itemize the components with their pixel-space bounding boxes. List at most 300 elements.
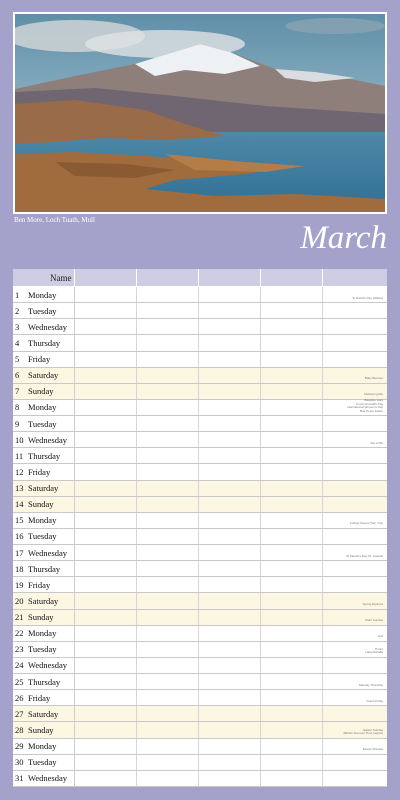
- entry-cell[interactable]: [75, 771, 137, 786]
- holiday-note: Futhgh Saved (Tien Yuz): [349, 521, 383, 526]
- holiday-note-cell: [323, 626, 385, 641]
- day-label: [13, 722, 75, 737]
- day-number: 22: [15, 628, 24, 639]
- entry-cell[interactable]: [75, 481, 137, 496]
- holiday-note: Baby Boomer: [364, 376, 383, 381]
- day-label: [13, 400, 75, 415]
- entry-cell[interactable]: [137, 384, 199, 399]
- entry-cell[interactable]: [261, 626, 323, 641]
- entry-cell[interactable]: [137, 497, 199, 512]
- day-of-week: Sunday: [28, 724, 54, 735]
- entry-cell[interactable]: [199, 593, 261, 608]
- entry-cell[interactable]: [199, 335, 261, 350]
- day-of-week: Tuesday: [28, 757, 57, 768]
- day-number: 26: [15, 692, 24, 703]
- entry-cell[interactable]: [137, 352, 199, 367]
- day-of-week: Tuesday: [28, 305, 57, 316]
- entry-cell[interactable]: [199, 287, 261, 302]
- day-of-week: Friday: [28, 692, 51, 703]
- holiday-note-cell: [323, 400, 385, 415]
- entry-cell[interactable]: [199, 610, 261, 625]
- day-label: [13, 303, 75, 318]
- entry-cell[interactable]: [199, 529, 261, 544]
- entry-cell[interactable]: [75, 303, 137, 318]
- day-of-week: Thursday: [28, 337, 61, 348]
- entry-cell[interactable]: [199, 481, 261, 496]
- entry-cell[interactable]: [75, 432, 137, 447]
- holiday-note-cell: [323, 432, 385, 447]
- entry-cell[interactable]: [199, 690, 261, 705]
- entry-cell[interactable]: [261, 577, 323, 592]
- day-number: 4: [15, 337, 20, 348]
- entry-cell[interactable]: [199, 513, 261, 528]
- person-column-header[interactable]: [199, 269, 261, 286]
- day-label: [13, 739, 75, 754]
- day-number: 20: [15, 595, 24, 606]
- day-of-week: Saturday: [28, 370, 59, 381]
- entry-cell[interactable]: [199, 674, 261, 689]
- holiday-note-cell: [323, 642, 385, 657]
- day-of-week: Monday: [28, 628, 57, 639]
- day-row: [13, 400, 387, 416]
- entry-cell[interactable]: [137, 755, 199, 770]
- day-row: [13, 561, 387, 577]
- day-label: [13, 448, 75, 463]
- day-number: 13: [15, 483, 24, 494]
- day-row: [13, 755, 387, 771]
- day-of-week: Monday: [28, 515, 57, 526]
- entry-cell[interactable]: [261, 545, 323, 560]
- day-number: 8: [15, 402, 20, 413]
- holiday-note-cell: [323, 561, 385, 576]
- entry-cell[interactable]: [137, 287, 199, 302]
- month-title: March: [300, 220, 387, 256]
- entry-cell[interactable]: [137, 561, 199, 576]
- entry-cell[interactable]: [75, 674, 137, 689]
- entry-cell[interactable]: [199, 658, 261, 673]
- holiday-note: Dot of Bu: [370, 440, 383, 445]
- entry-cell[interactable]: [261, 658, 323, 673]
- holiday-note-cell: [323, 545, 385, 560]
- entry-cell[interactable]: [261, 287, 323, 302]
- day-of-week: Thursday: [28, 676, 61, 687]
- entry-cell[interactable]: [137, 303, 199, 318]
- holiday-note-cell: [323, 464, 385, 479]
- entry-cell[interactable]: [75, 368, 137, 383]
- holiday-note-cell: [323, 529, 385, 544]
- entry-cell[interactable]: [75, 448, 137, 463]
- person-column-header[interactable]: [261, 269, 323, 286]
- holiday-note: Purim Hala Mohalla: [365, 647, 383, 655]
- day-label: [13, 577, 75, 592]
- day-label: [13, 755, 75, 770]
- person-column-header[interactable]: [137, 269, 199, 286]
- day-number: 1: [15, 289, 20, 300]
- entry-cell[interactable]: [75, 497, 137, 512]
- name-column-header: Name: [13, 269, 75, 286]
- day-row: [13, 529, 387, 545]
- entry-cell[interactable]: [199, 303, 261, 318]
- entry-cell[interactable]: [137, 577, 199, 592]
- entry-cell[interactable]: [75, 400, 137, 415]
- holiday-note-cell: [323, 448, 385, 463]
- day-number: 29: [15, 741, 24, 752]
- day-of-week: Friday: [28, 579, 51, 590]
- day-number: 5: [15, 354, 20, 365]
- day-label: [13, 384, 75, 399]
- day-label: [13, 416, 75, 431]
- entry-cell[interactable]: [261, 593, 323, 608]
- family-planner-grid: [13, 269, 387, 787]
- day-row: [13, 352, 387, 368]
- holiday-note-cell: [323, 722, 385, 737]
- holiday-note-cell: [323, 610, 385, 625]
- holiday-note-cell: [323, 287, 385, 302]
- entry-cell[interactable]: [261, 384, 323, 399]
- day-of-week: Wednesday: [28, 547, 67, 558]
- holiday-note: Palm Sunday: [365, 618, 383, 623]
- holiday-note: Easter Sunday (British Summer Time begins): [343, 727, 383, 736]
- day-number: 24: [15, 660, 24, 671]
- entry-cell[interactable]: [75, 561, 137, 576]
- entry-cell[interactable]: [137, 593, 199, 608]
- entry-cell[interactable]: [261, 481, 323, 496]
- entry-cell[interactable]: [75, 642, 137, 657]
- entry-cell[interactable]: [261, 529, 323, 544]
- day-number: 14: [15, 499, 24, 510]
- day-label: [13, 642, 75, 657]
- day-number: 17: [15, 547, 24, 558]
- entry-cell[interactable]: [199, 642, 261, 657]
- holiday-note: Holi: [377, 634, 383, 639]
- entry-cell[interactable]: [261, 464, 323, 479]
- entry-cell[interactable]: [75, 416, 137, 431]
- entry-cell[interactable]: [199, 448, 261, 463]
- day-label: [13, 464, 75, 479]
- entry-cell[interactable]: [75, 577, 137, 592]
- day-row: [13, 610, 387, 626]
- day-of-week: Monday: [28, 741, 57, 752]
- entry-cell[interactable]: [137, 722, 199, 737]
- entry-cell[interactable]: [137, 481, 199, 496]
- holiday-note: Easter Monday: [362, 747, 383, 752]
- entry-cell[interactable]: [199, 319, 261, 334]
- day-of-week: Tuesday: [28, 418, 57, 429]
- day-number: 18: [15, 563, 24, 574]
- day-label: [13, 481, 75, 496]
- holiday-note-cell: [323, 319, 385, 334]
- holiday-note-cell: [323, 416, 385, 431]
- entry-cell[interactable]: [137, 658, 199, 673]
- day-label: [13, 545, 75, 560]
- entry-cell[interactable]: [261, 432, 323, 447]
- holiday-note-cell: [323, 352, 385, 367]
- day-row: [13, 416, 387, 432]
- holiday-note-cell: [323, 513, 385, 528]
- day-of-week: Tuesday: [28, 644, 57, 655]
- entry-cell[interactable]: [199, 739, 261, 754]
- entry-cell[interactable]: [199, 577, 261, 592]
- holiday-note-cell: [323, 593, 385, 608]
- day-row: [13, 319, 387, 335]
- holiday-note-cell: [323, 771, 385, 786]
- day-label: [13, 561, 75, 576]
- day-row: [13, 642, 387, 658]
- entry-cell[interactable]: [75, 464, 137, 479]
- entry-cell[interactable]: [261, 303, 323, 318]
- day-label: [13, 706, 75, 721]
- entry-cell[interactable]: [261, 352, 323, 367]
- holiday-note-cell: [323, 674, 385, 689]
- day-label: [13, 319, 75, 334]
- entry-cell[interactable]: [137, 706, 199, 721]
- day-label: [13, 513, 75, 528]
- entry-cell[interactable]: [137, 432, 199, 447]
- day-of-week: Monday: [28, 289, 57, 300]
- day-of-week: Friday: [28, 354, 51, 365]
- entry-cell[interactable]: [261, 497, 323, 512]
- day-row: [13, 739, 387, 755]
- entry-cell[interactable]: [261, 690, 323, 705]
- day-row: [13, 513, 387, 529]
- day-row: [13, 448, 387, 464]
- day-label: [13, 368, 75, 383]
- day-row: [13, 771, 387, 787]
- day-label: [13, 529, 75, 544]
- entry-cell[interactable]: [75, 706, 137, 721]
- day-label: [13, 771, 75, 786]
- entry-cell[interactable]: [75, 610, 137, 625]
- day-label: [13, 287, 75, 302]
- day-row: [13, 626, 387, 642]
- day-row: [13, 577, 387, 593]
- day-of-week: Monday: [28, 402, 57, 413]
- entry-cell[interactable]: [199, 771, 261, 786]
- day-number: 3: [15, 321, 20, 332]
- entry-cell[interactable]: [261, 335, 323, 350]
- entry-cell[interactable]: [75, 722, 137, 737]
- day-of-week: Wednesday: [28, 773, 67, 784]
- day-of-week: Saturday: [28, 483, 59, 494]
- day-row: [13, 706, 387, 722]
- entry-cell[interactable]: [75, 335, 137, 350]
- person-column-header[interactable]: [75, 269, 137, 286]
- holiday-note: Spring Equinox: [362, 602, 383, 607]
- entry-cell[interactable]: [137, 771, 199, 786]
- entry-cell[interactable]: [261, 706, 323, 721]
- entry-cell[interactable]: [261, 722, 323, 737]
- holiday-note-cell: [323, 481, 385, 496]
- entry-cell[interactable]: [75, 626, 137, 641]
- day-number: 31: [15, 773, 24, 784]
- entry-cell[interactable]: [261, 674, 323, 689]
- holiday-note-cell: [323, 497, 385, 512]
- entry-cell[interactable]: [261, 771, 323, 786]
- entry-cell[interactable]: [137, 335, 199, 350]
- holiday-note: St David's Day (Wales): [352, 295, 383, 300]
- entry-cell[interactable]: [199, 545, 261, 560]
- day-number: 19: [15, 579, 24, 590]
- entry-cell[interactable]: [261, 400, 323, 415]
- day-rows: [13, 287, 387, 787]
- holiday-note-cell: [323, 384, 385, 399]
- holiday-note: Good Friday: [366, 698, 383, 703]
- day-number: 2: [15, 305, 20, 316]
- holiday-note-cell: [323, 303, 385, 318]
- day-of-week: Saturday: [28, 595, 59, 606]
- photo-caption: Ben More, Loch Tuath, Mull: [14, 216, 95, 224]
- holiday-note: Baaisiko work Commonwealth Day International Women's Day Bas Poser Fellen: [347, 398, 383, 413]
- day-label: [13, 335, 75, 350]
- entry-cell[interactable]: [137, 513, 199, 528]
- day-label: [13, 626, 75, 641]
- entry-cell[interactable]: [137, 319, 199, 334]
- day-row: [13, 303, 387, 319]
- entry-cell[interactable]: [137, 610, 199, 625]
- entry-cell[interactable]: [199, 722, 261, 737]
- day-of-week: Wednesday: [28, 434, 67, 445]
- day-of-week: Sunday: [28, 612, 54, 623]
- entry-cell[interactable]: [75, 384, 137, 399]
- entry-cell[interactable]: [199, 368, 261, 383]
- day-row: [13, 287, 387, 303]
- day-number: 6: [15, 370, 20, 381]
- landscape-photo: [15, 14, 385, 212]
- day-label: [13, 674, 75, 689]
- holiday-note-cell: [323, 690, 385, 705]
- entry-cell[interactable]: [199, 400, 261, 415]
- holiday-note-cell: [323, 577, 385, 592]
- day-of-week: Wednesday: [28, 660, 67, 671]
- entry-cell[interactable]: [137, 529, 199, 544]
- entry-cell[interactable]: [261, 642, 323, 657]
- day-label: [13, 690, 75, 705]
- entry-cell[interactable]: [137, 368, 199, 383]
- day-of-week: Sunday: [28, 499, 54, 510]
- day-number: 30: [15, 757, 24, 768]
- holiday-note-cell: [323, 755, 385, 770]
- holiday-note-cell: [323, 368, 385, 383]
- planner-header: [13, 269, 387, 287]
- day-label: [13, 432, 75, 447]
- entry-cell[interactable]: [75, 319, 137, 334]
- day-label: [13, 610, 75, 625]
- entry-cell[interactable]: [75, 513, 137, 528]
- entry-cell[interactable]: [75, 593, 137, 608]
- entry-cell[interactable]: [261, 319, 323, 334]
- entry-cell[interactable]: [137, 545, 199, 560]
- day-of-week: Thursday: [28, 563, 61, 574]
- day-label: [13, 497, 75, 512]
- day-row: [13, 545, 387, 561]
- day-row: [13, 335, 387, 351]
- entry-cell[interactable]: [75, 545, 137, 560]
- entry-cell[interactable]: [75, 287, 137, 302]
- holiday-note-cell: [323, 706, 385, 721]
- holiday-note: Mothering Mix: [364, 392, 383, 397]
- entry-cell[interactable]: [199, 416, 261, 431]
- entry-cell[interactable]: [199, 384, 261, 399]
- entry-cell[interactable]: [137, 448, 199, 463]
- entry-cell[interactable]: [75, 529, 137, 544]
- day-row: [13, 497, 387, 513]
- entry-cell[interactable]: [199, 464, 261, 479]
- holiday-note: Maundy Thursday: [359, 682, 383, 687]
- notes-column-header: [323, 269, 385, 286]
- day-label: [13, 658, 75, 673]
- entry-cell[interactable]: [137, 690, 199, 705]
- day-of-week: Friday: [28, 466, 51, 477]
- day-row: [13, 368, 387, 384]
- day-of-week: Thursday: [28, 450, 61, 461]
- entry-cell[interactable]: [261, 513, 323, 528]
- entry-cell[interactable]: [261, 448, 323, 463]
- holiday-note-cell: [323, 335, 385, 350]
- entry-cell[interactable]: [75, 352, 137, 367]
- entry-cell[interactable]: [137, 464, 199, 479]
- day-number: 16: [15, 531, 24, 542]
- holiday-note-cell: [323, 658, 385, 673]
- day-number: 23: [15, 644, 24, 655]
- day-number: 15: [15, 515, 24, 526]
- holiday-note-cell: [323, 739, 385, 754]
- entry-cell[interactable]: [199, 497, 261, 512]
- entry-cell[interactable]: [199, 755, 261, 770]
- entry-cell[interactable]: [137, 400, 199, 415]
- day-number: 11: [15, 450, 24, 461]
- day-of-week: Tuesday: [28, 531, 57, 542]
- entry-cell[interactable]: [261, 739, 323, 754]
- day-row: [13, 722, 387, 738]
- day-number: 21: [15, 612, 24, 623]
- entry-cell[interactable]: [199, 432, 261, 447]
- entry-cell[interactable]: [75, 739, 137, 754]
- landscape-photo-frame: [13, 12, 387, 214]
- day-row: [13, 690, 387, 706]
- day-row: [13, 464, 387, 480]
- day-number: 27: [15, 708, 24, 719]
- entry-cell[interactable]: [199, 706, 261, 721]
- entry-cell[interactable]: [199, 561, 261, 576]
- entry-cell[interactable]: [261, 368, 323, 383]
- entry-cell[interactable]: [199, 352, 261, 367]
- day-row: [13, 432, 387, 448]
- day-number: 9: [15, 418, 20, 429]
- day-row: [13, 658, 387, 674]
- entry-cell[interactable]: [75, 658, 137, 673]
- day-label: [13, 593, 75, 608]
- day-row: [13, 384, 387, 400]
- entry-cell[interactable]: [261, 755, 323, 770]
- entry-cell[interactable]: [137, 674, 199, 689]
- entry-cell[interactable]: [261, 610, 323, 625]
- entry-cell[interactable]: [261, 416, 323, 431]
- entry-cell[interactable]: [75, 755, 137, 770]
- day-of-week: Sunday: [28, 386, 54, 397]
- entry-cell[interactable]: [137, 642, 199, 657]
- entry-cell[interactable]: [137, 739, 199, 754]
- entry-cell[interactable]: [261, 561, 323, 576]
- entry-cell[interactable]: [137, 416, 199, 431]
- day-number: 25: [15, 676, 24, 687]
- entry-cell[interactable]: [199, 626, 261, 641]
- entry-cell[interactable]: [75, 690, 137, 705]
- day-of-week: Saturday: [28, 708, 59, 719]
- day-number: 28: [15, 724, 24, 735]
- day-of-week: Wednesday: [28, 321, 67, 332]
- day-row: [13, 481, 387, 497]
- entry-cell[interactable]: [137, 626, 199, 641]
